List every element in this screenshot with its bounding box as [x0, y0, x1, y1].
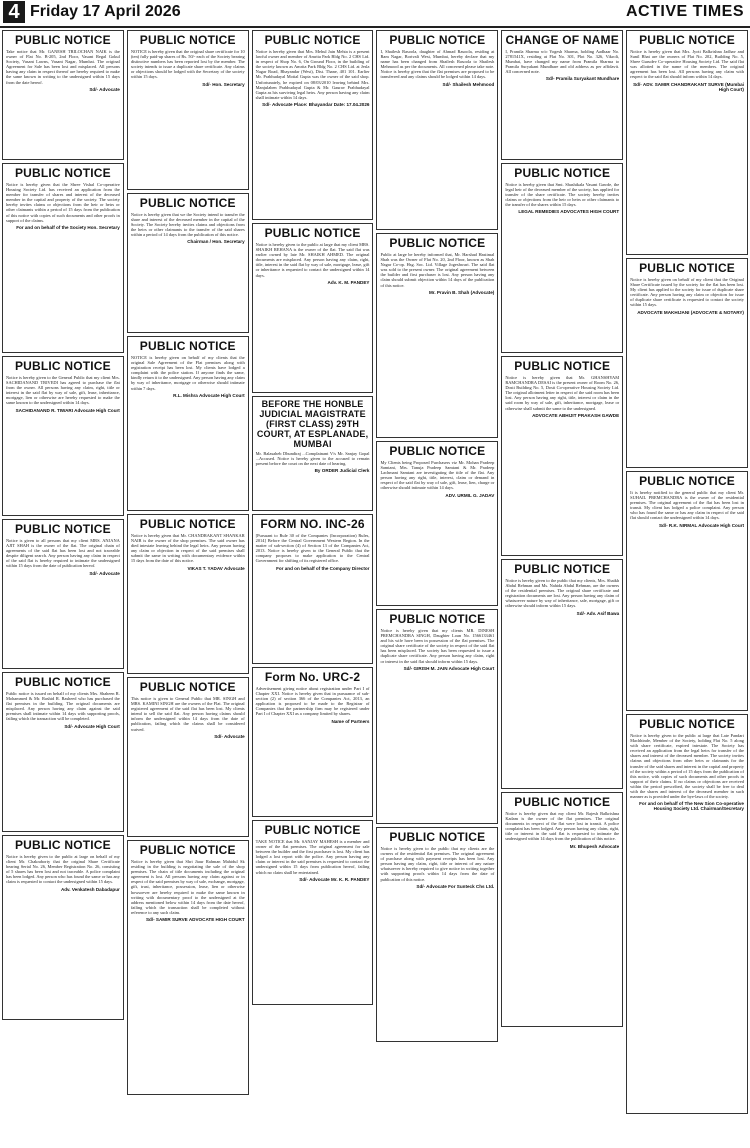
notice-body: Notice is hereby given to the General Public that my client Mrs. SACHIDANAND TRIVEDI has agreed to purchase the flat from the owner. All persons having any claim, right, title or interest in the said flat by way of sale, gift, lease, inheritance, mortgage, lien or otherwise are hereby requested to make the same known to the undersigned within 14 days. [6, 375, 120, 406]
notice-title: PUBLIC NOTICE [389, 830, 486, 844]
notice-signature: Sd/- SAMIR SURVE ADVOCATE HIGH COURT [145, 917, 245, 923]
notice-body: [Pursuant to Rule 30 of the Companies (Incorporation) Rules, 2014] Before the Central Government Western Region. In the matter of sub-section (4) of Section 13 of the Companies Act, 2013. Notice is hereby given to the General Public that the company proposes to make application to the Central Government for shifting of its registered office. [255, 533, 370, 564]
notice-body: Notice is hereby given that Mrs. Jyoti Balkrishna Jadhav and Sunil Bhat are the owners of Flat No. 202, Building No. 5, Shree Gurudev Co-operative Housing Society Ltd. The said flat was allotted in the name of the members. The original agreement has been lost. All persons having any claim with respect to the said flat should inform within 14 days. [630, 49, 744, 80]
notice-box [501, 163, 623, 353]
notice-body: Notice is hereby given that we the Society intend to transfer the share and interest of the deceased member in the capital of the Society. The Society hereby invites claims and objections from the heirs or other claimants to the transfer of the said shares within a period of 14 days from the publication of this notice. [130, 212, 245, 238]
column-6 [626, 30, 748, 1146]
notice-title: CHANGE OF NAME [505, 33, 619, 47]
notice-signature: Sd/- Advocate Mr. K. R. PANDEY [299, 876, 370, 882]
notice-box [376, 233, 498, 438]
notice-signature: VIKAS T. YADAV Advocate [187, 565, 245, 571]
notice-body: Public notice is issued on behalf of my clients Mrs. Shaheen R. Mohammed & Mr. Rashid R. Rasheed who has purchased the flat premises in the building. The original documents are misplaced. Any person having any claim against the said premises shall intimate within 14 days with supporting proofs, failing which the transaction will be completed. [6, 691, 120, 722]
notice-body: Notice is given to all persons that my client MRS. ANJANA AJIT SHAH is the owner of the flat. The original chain of agreements of the said flat has been lost and not traceable despite diligent search. Any person having any claim in respect of the said flat is hereby required to intimate the undersigned within 15 days from the date of publication hereof. [6, 538, 120, 569]
notice-title: PUBLIC NOTICE [389, 33, 486, 47]
notice-body: This notice is given to General Public that MR. SINGH and MRS. KAMINI SINGH are the owners of the Flat. The original registered agreement of the said flat has been lost. My clients intend to sell the said flat. Any person having claims should inform the undersigned within 14 days from the date of publication, failing which the claims shall be considered waived. [130, 696, 245, 732]
notice-title: PUBLIC NOTICE [139, 517, 236, 531]
notice-box [252, 30, 374, 220]
notice-box [2, 672, 124, 832]
notice-body: Notice is hereby given that my client Mr. Rajesh Balkrishna Kadam is the owner of the flat premises. The original documents in respect of the flat were lost in transit. A police complaint has been lodged. Any person having any claim, right, title or interest in the said flat is requested to intimate the undersigned within 14 days from the publication of this notice. [505, 811, 620, 842]
notice-box [626, 30, 748, 255]
notice-signature: Sd/- ADV. SAMIR CHANDRAKANT SURVE (Mumbai High Court) [633, 81, 744, 92]
notice-body: I, Pramila Sharma w/o Yogesh Sharma, holding Aadhaar No. 2781541X, residing at Flat No. 301, Plot No. 326, Vikroli, Mumbai, have changed my name from Pramila Sharma to Pramila Suryakant Mundhare and old address as per affidavit. All concerned note. [505, 49, 620, 75]
notice-title: Form No. URC-2 [264, 670, 361, 684]
notice-box [376, 30, 498, 230]
notice-title: PUBLIC NOTICE [139, 843, 236, 857]
notice-body: Mr. Balasaheb Dhundiraj ...Complainant V/s Mr. Sanjay Gopal ...Accused. Notice is hereby given to the accused to remain present before the court on the next date of hearing. [255, 451, 370, 467]
notice-box [376, 441, 498, 606]
notice-body: Notice is hereby given to the public at large that my client MRS. SHAIKH REHANA is the owner of the flat. The said flat was earlier owned by late Mr. SHAIKH AHMED. The original documents are misplaced. Any person having any claim, right, title, interest in the said flat by way of sale, mortgage, lease, gift or inheritance is requested to contact the undersigned within 14 days. [255, 242, 370, 278]
notice-title: PUBLIC NOTICE [514, 562, 611, 576]
notice-signature: By ORDER Judicial Clerk [314, 468, 370, 474]
notice-signature: Chairman / Hon. Secretary [187, 239, 245, 245]
notice-signature: Name of Partners [331, 718, 370, 724]
notice-box [501, 30, 623, 160]
notice-title: PUBLIC NOTICE [139, 680, 236, 694]
notice-box [501, 792, 623, 1027]
notice-box [2, 356, 124, 516]
notice-body: NOTICE is hereby given that the original share certificate for 10 (ten) fully paid-up shares of Rs. 50/- each of the Society bearing distinctive numbers has been reported lost by the member. The society intends to issue a duplicate share certificate. Any claims or objections should be lodged with the Secretary of the society within 15 days. [130, 49, 245, 80]
notice-body: Notice is hereby given that the Shree Vishal Co-operative Housing Society Ltd. has received an application from the member for transfer of shares and interest of the deceased member in the capital and property of the society. The society hereby invites claims or objections from the heir or heirs or other claimants within a period of 15 days from the publication of this notice with copies of such documents and other proofs in support of the claims. [6, 182, 120, 223]
notice-title: PUBLIC NOTICE [639, 717, 736, 731]
notice-title: PUBLIC NOTICE [14, 166, 111, 180]
notice-signature: Sd/- Advocate [89, 86, 120, 92]
notice-signature: ADVOCATE MAKHIJANI (ADVOCATE & NOTARY) [637, 309, 744, 315]
page-number: 4 [3, 1, 25, 23]
notice-body: Notice is hereby given that Mr. GHANSHYAM RAMCHANDRA DESAI is the present owner of Room No. 26, Dosti Building No. 5, Dosti Co-operative Housing Society Ltd. The original allotment letter in respect of the said room has been lost. Any person having any right, title, interest or claim in the said room by way of sale, gift, inheritance, mortgage, lease or otherwise shall submit the same to the undersigned. [505, 375, 620, 411]
notice-box [2, 30, 124, 160]
notice-box [127, 336, 249, 511]
notice-title: PUBLIC NOTICE [389, 444, 486, 458]
notice-body: NOTICE is hereby given on behalf of my clients that the original Sale Agreement of the Flat premises along with registration receipt has been lost. My clients have lodged a complaint with the police station. If anyone finds the same, kindly return it to the undersigned. Any person having any claim by way of inheritance, mortgage or otherwise should intimate within 7 days. [130, 355, 245, 391]
notice-title: PUBLIC NOTICE [389, 612, 486, 626]
notice-body: It is hereby notified to the general public that my client Mr. SUHAIL PREMCHANDRA is the owner of the residential premises. The original agreement of the flat has been lost in transit. My client has lodged a police complaint. Any person who has found the same or has any claim in respect of the said flat should contact the undersigned within 14 days. [630, 490, 744, 521]
notice-body: I, Shailesh Rasoola, daughter of Ahmad Rasoola, residing at Ram Nagar, Borivali West, Mumbai, hereby declare that my name has been changed from Shailesh Rasoola to Shailesh Mehmood as per the documents. All concerned please take note. Notice is hereby given that the flat premises are proposed to be transferred and any claims should be lodged within 14 days. [380, 49, 495, 80]
notice-signature: For and on behalf of the Society Hon. Secretary [16, 224, 120, 230]
notice-box [2, 519, 124, 669]
notice-signature: Sd/- Adv. Asif Bawa [576, 610, 620, 616]
notice-body: Notice is hereby given that Smt. Shashikala Vasant Gawde, the legal heir of the deceased member of the society, has applied for transfer of the share certificate. The society hereby invites claims or objections from the heir or heirs or other claimants to the transfer of the shares within 15 days. [505, 182, 620, 208]
notice-signature: Mr. Pravin B. Shah (Advocate) [428, 289, 495, 295]
notice-box [127, 514, 249, 674]
notice-title: PUBLIC NOTICE [264, 823, 361, 837]
notice-title: PUBLIC NOTICE [14, 359, 111, 373]
notice-title: PUBLIC NOTICE [14, 522, 111, 536]
notice-box [2, 835, 124, 1020]
column-5 [501, 30, 623, 1146]
notice-box [626, 258, 748, 468]
notice-title: PUBLIC NOTICE [389, 236, 486, 250]
notice-body: TAKE NOTICE that Mr. SANJAY MAHESH is a member and owner of the flat premises. The original agreement for sale between the builder and the first purchaser is lost. My client has lodged a lost report with the police. Any person having any claim or interest in the said premises is requested to contact the undersigned within 15 days from publication hereof, failing which no claim shall be entertained. [255, 839, 370, 875]
notice-title: PUBLIC NOTICE [14, 33, 111, 47]
notice-signature: Sd/- Advocate High Court [64, 723, 120, 729]
notice-title: PUBLIC NOTICE [514, 166, 611, 180]
notice-body: Advertisement giving notice about registration under Part I of Chapter XXI. Notice is hereby given that in pursuance of sub-section (2) of section 366 of the Companies Act, 2013, an application is proposed to be made to the Registrar of Companies that the partnership firm may be registered under Part I of Chapter XXI as a company limited by shares. [255, 686, 370, 717]
notice-signature: Sd/- Shailesh Mehmood [442, 81, 495, 87]
notice-body: Notice is hereby given to the public that my clients, Mrs. Shaikh Abdul Rehman and Ms. Nahida Abdul Rehman, are the owners of the residential premises. The original share certificate and registration documents are lost. Any person having any claim of whatsoever nature by way of inheritance, sale, mortgage, gift or otherwise should inform within 15 days. [505, 578, 620, 609]
notice-signature: LEGAL REMEDIES ADVOCATES HIGH COURT [518, 209, 620, 215]
notice-body: Notice is hereby given that my clients MR. DINESH PREMCHANDRA SINGH, Daughter Loan No. 1566133461 and his wife have been in possession of the flat premises. The original share certificate of the society in respect of the said flat has been misplaced. The society has been requested to issue a duplicate share certificate. Any person having any claim, right or interest in the said flat should inform within 15 days. [380, 628, 495, 664]
notice-title: PUBLIC NOTICE [264, 226, 361, 240]
notice-body: Public at large be hereby informed that, Mr. Harshad Hastimal Shah was the Owner of Flat No. 20, 2nd Floor, known as Shah Nagar Co-op. Hsg. Soc. Ltd. Village Jogeshwari. The said flat was sold to the present owner. The original agreement between the builder and first purchaser is lost. Any person having any claim should submit objection within 14 days of the publication of this notice. [380, 252, 495, 288]
notice-signature: For and on behalf of the Company Director [276, 565, 370, 571]
notice-body: Notice is hereby given that Shri Jiaur Rahman Mahidul Sk residing in the building is negotiating the sale of the shop premises. The chain of title documents including the original agreement is lost. All persons having any claim against or in respect of the said premises by way of sale, exchange, mortgage, gift, trust, inheritance, possession, lease, lien or otherwise howsoever are hereby required to make the same known in writing with documentary proof to the undersigned at the address mentioned below within 14 days from the date hereof, failing which the transaction shall be completed without reference to any such claim. [130, 859, 245, 915]
notice-box [501, 356, 623, 556]
issue-date: Friday 17 April 2026 [30, 3, 181, 20]
notice-box [127, 30, 249, 190]
notice-box [376, 609, 498, 824]
notice-title: PUBLIC NOTICE [14, 675, 111, 689]
notice-box [252, 396, 374, 511]
notice-title: PUBLIC NOTICE [639, 261, 736, 275]
notice-box [252, 820, 374, 1005]
notice-signature: Sd/- GIRISH M. JAIN Advocate High Court [403, 665, 495, 671]
notice-signature: Sd/- Hon. Secretary [202, 81, 245, 87]
notice-signature: ADV. URMIL G. JADAV [445, 492, 495, 498]
notice-signature: Sd/- Pramila Suryakant Mundhare [545, 76, 620, 82]
notice-signature: Adv. Venkatesh Dabadapur [60, 886, 120, 892]
notice-box [127, 677, 249, 837]
column-2 [127, 30, 249, 1146]
notice-signature: ADVOCATE ABHIJIT PRAKASH GAWDE [532, 412, 620, 418]
notice-body: Notice is hereby given to the public at large that Late Pandari Machhinde, Member of the Society, holding Flat No. 5 along with share certificate, expired intestate. The Society has received an application from the legal heirs for transfer of the shares and interest of the deceased member. The society invites claims and objections from other heirs or claimants for the transfer of the said shares and interest in the capital and property of the society within a period of 15 days from the publication of this notice, with copies of such documents and other proofs in support of their claims. If no claims or objections are received within the period prescribed, the society shall be free to deal with the shares and interest of the deceased member in such manner as is provided under the bye-laws of the society. [630, 733, 744, 800]
notice-title: PUBLIC NOTICE [139, 339, 236, 353]
notice-body: Notice is hereby given to the public at large on behalf of my client Mr. Chakraborty that the original Share Certificate bearing Serial No. 26, Member Registration No. 26, consisting of 5 shares has been lost and not traceable. A police complaint has been lodged. Any person who has found the same or has any claim is requested to contact the undersigned within 15 days. [6, 854, 120, 885]
notice-title: PUBLIC NOTICE [139, 33, 236, 47]
notice-title: PUBLIC NOTICE [139, 196, 236, 210]
notice-title: PUBLIC NOTICE [514, 359, 611, 373]
notice-box [252, 223, 374, 393]
notice-signature: Sd/- Advocate [214, 733, 245, 739]
notice-title: PUBLIC NOTICE [639, 33, 736, 47]
page-header [0, 0, 750, 28]
notice-body: Notice is hereby given to the public that my clients are the owners of the residential flat premises. The original agreement of purchase along with payment receipts has been lost. Any person having any claim, right, title or interest of any nature whatsoever is hereby required to give notice in writing together with supporting proofs within 14 days from the date of publication of this notice. [380, 846, 495, 882]
notice-box [252, 667, 374, 817]
notice-title: PUBLIC NOTICE [639, 474, 736, 488]
notice-signature: Sd/- Advocate For Sunteck Chs Ltd. [416, 883, 495, 889]
notice-title: FORM NO. INC-26 [260, 517, 365, 531]
notice-signature: Sd/- Advocate Place: Bhayandar Date: 17.04.2026 [262, 101, 370, 107]
notice-box [2, 163, 124, 353]
notice-signature: R.L. Mishra Advocate High Court [173, 392, 245, 398]
column-3 [252, 30, 374, 1146]
notice-columns [2, 30, 748, 1146]
notice-signature: Sd/- R.K. NIRMAL Advocate High Court [658, 522, 744, 528]
notice-body: Notice is hereby given on behalf of my client that the Original Share Certificate issued by the society for the flat has been lost. My client has applied to the society for issue of duplicate share certificate. Any person having any claim or objection for issue of duplicate share certificate is requested to contact the society within 15 days. [630, 277, 744, 308]
notice-body: My Clients being Proposed Purchasers viz Mr. Mohan Pradeep Samtani, Mrs. Tanuja Pradeep Samtani & Mr. Pradeep Lachmani Samtani are investigating the title of the flat. Any person having any right, title, interest, claim or demand in respect of the said flat by way of sale, gift, lease, lien, charge or otherwise should intimate within 14 days. [380, 460, 495, 491]
notice-signature: Mr. Bhupesh Advocate [569, 843, 620, 849]
notice-body: Take notice that Mr. GANESH TRILOCHAN NAIK is the owner of Flat No. B-205, 2nd Floor, Vasant Regal Gokul Society, Vasant Lawns, Vasant Nagar, Mumbai. The original Agreement for Sale has been lost and misplaced. All persons having any claim in respect thereof are hereby required to make the same known in writing to the undersigned within 15 days from the date hereof. [6, 49, 120, 85]
notice-body: Notice is hereby given that Mrs. Mehul Jain Mehta is a present lawful owner and member of Amrita Park Bldg No. 2 CHS Ltd. in respect of Shop No. 6, On Ground Floor, in the building of the society known as Amrita Park Bldg No. 2 CHS Ltd. at Jesla Nagar Road, Bhayandar (West), Dist. Thane, 401 101. Earlier Mr. Prabhudayal Motial Gupta was the owner of the said shop. Unfortunately, he expired on 08/03/2010 leaving behind Mrs. Manjulaben Prabhudayal Gupta & Mr. Gaurav Prabhudayal Gupta as his surviving legal heirs. Any person having any claim shall intimate within 14 days. [255, 49, 370, 100]
notice-title: BEFORE THE HONBLE JUDICIAL MAGISTRATE (FIRST CLASS) 29TH COURT, AT ESPLANADE, MUMBAI [256, 399, 369, 449]
notice-body: Notice is hereby given that Mr. CHANDRAKANT SHANKAR NAIR is the owner of the shop premises. The said owner has died intestate leaving behind the legal heirs. Any person having any claim or objection in respect of the said premises shall submit the same in writing with documentary evidence within 15 days from the date of this notice. [130, 533, 245, 564]
notice-title: PUBLIC NOTICE [14, 838, 111, 852]
notice-box [127, 193, 249, 333]
newspaper-brand: ACTIVE TIMES [625, 3, 744, 20]
notice-box [127, 840, 249, 1095]
notice-signature: Adv. K. M. PANDEY [327, 279, 370, 285]
notice-title: PUBLIC NOTICE [264, 33, 361, 47]
notice-box [626, 471, 748, 711]
notice-signature: For and on behalf of The New Sion Co-operative Housing Society Ltd. Chairman/Secretary [639, 801, 744, 812]
notice-signature: SACHIDANAND R. TIWARI Advocate High Court [15, 407, 120, 413]
notice-box [626, 714, 748, 1114]
notice-box [376, 827, 498, 1042]
column-1 [2, 30, 124, 1146]
column-4 [376, 30, 498, 1146]
notice-box [252, 514, 374, 664]
notice-box [501, 559, 623, 789]
notice-signature: Sd/- Advocate [89, 570, 120, 576]
notice-title: PUBLIC NOTICE [514, 795, 611, 809]
